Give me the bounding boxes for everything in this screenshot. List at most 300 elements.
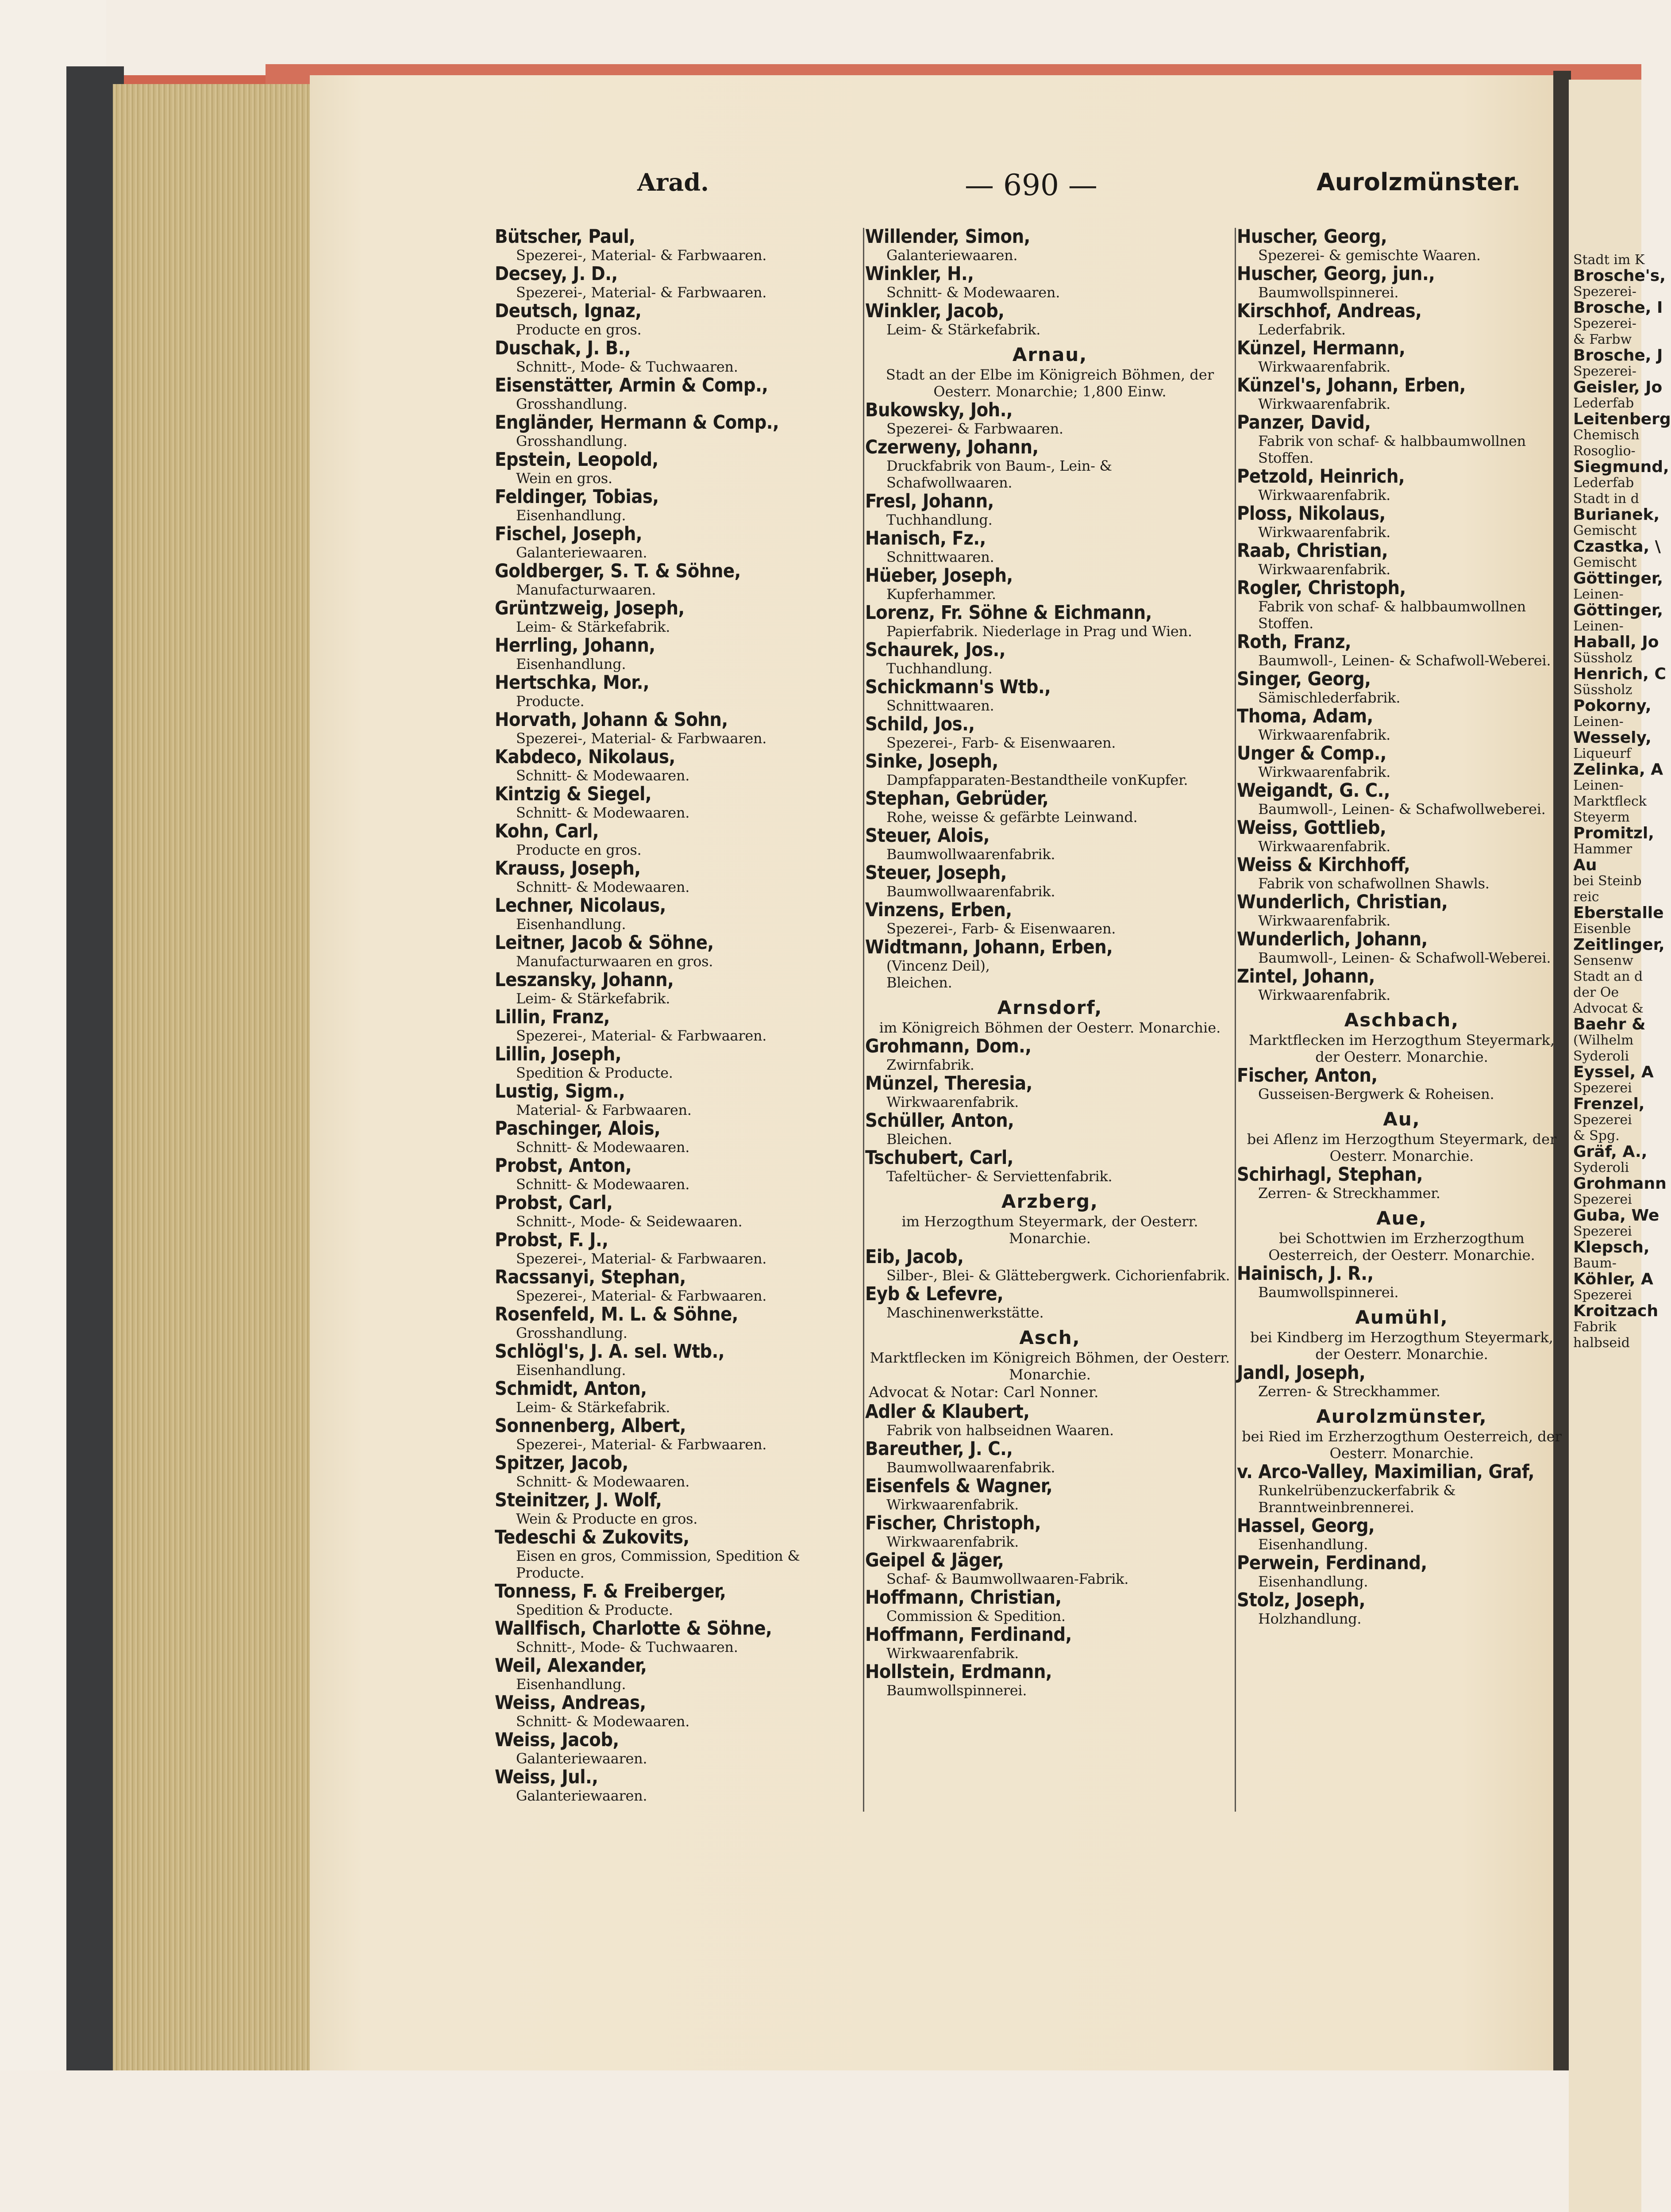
directory-entry	[865, 1284, 1235, 1321]
entry-name: Fischer, Christoph,	[865, 1512, 1041, 1534]
entry-description: Wirkwaarenfabrik.	[1258, 487, 1391, 503]
directory-entry	[495, 1193, 849, 1230]
directory-entry	[865, 1550, 1235, 1587]
directory-entry	[495, 1156, 849, 1193]
place-description: im Herzogthum Steyermark, der Oesterr. Monarchie.	[901, 1213, 1198, 1247]
entry-description: Producte.	[516, 693, 585, 710]
directory-entry	[495, 1007, 849, 1044]
directory-entry	[495, 412, 849, 449]
entry-description: Baumwoll-, Leinen- & Schafwoll-Weberei.	[1258, 652, 1551, 669]
directory-entry	[865, 528, 1235, 565]
directory-entry	[1237, 1263, 1567, 1301]
entry-description: Bleichen.	[886, 1131, 952, 1148]
column-rule	[1235, 228, 1236, 1812]
directory-entry	[495, 1230, 849, 1267]
entry-description: Papierfabrik. Niederlage in Prag und Wien.	[886, 623, 1192, 640]
entry-name: Leszansky, Johann,	[495, 969, 674, 991]
entry-name: Münzel, Theresia,	[865, 1072, 1032, 1094]
entry-description: Tuchhandlung.	[886, 511, 993, 528]
entry-description: Baumwollwaarenfabrik.	[886, 1459, 1055, 1476]
entry-description: Spezerei-, Material- & Farbwaaren.	[516, 247, 767, 264]
entry-description: Druckfabrik von Baum-, Lein- & Schafwollwaaren.	[886, 457, 1112, 491]
next-page-text: Syderoli	[1573, 1048, 1629, 1064]
entry-name: Herrling, Johann,	[495, 634, 655, 657]
entry-description: Wirkwaarenfabrik.	[1258, 561, 1391, 578]
place-heading: Aumühl,	[1355, 1306, 1448, 1328]
entry-name: Kabdeco, Nikolaus,	[495, 746, 675, 768]
entry-description: Schnittwaaren.	[886, 549, 994, 565]
directory-column-3	[1237, 227, 1567, 1627]
next-page-text: Spezerei	[1573, 1192, 1632, 1207]
directory-entry	[865, 1110, 1235, 1148]
directory-entry	[1237, 780, 1567, 818]
entry-description: Spedition & Producte.	[516, 1064, 673, 1081]
page-edges	[113, 84, 325, 2070]
place-heading: Asch,	[1019, 1327, 1081, 1348]
entry-name: Probst, Anton,	[495, 1155, 632, 1177]
directory-entry	[865, 937, 1235, 991]
entry-name: Singer, Georg,	[1237, 668, 1371, 690]
next-page-text: Spezerei	[1573, 1112, 1632, 1128]
entry-name: Tonness, F. & Freiberger,	[495, 1580, 726, 1602]
entry-name: Wunderlich, Johann,	[1237, 928, 1428, 950]
directory-column-1	[495, 227, 849, 1804]
directory-entry	[1237, 855, 1567, 892]
next-page-text: Spezerei	[1573, 1080, 1632, 1096]
entry-description: Wirkwaarenfabrik.	[1258, 912, 1391, 929]
next-page-text: (Wilhelm	[1573, 1033, 1634, 1048]
place-heading: Aue,	[1376, 1207, 1427, 1229]
next-page-text: Czastka, \	[1573, 538, 1661, 556]
entry-name: Hoffmann, Ferdinand,	[865, 1624, 1072, 1646]
next-page-text: Spezerei-	[1573, 316, 1636, 331]
entry-description: Zerren- & Streckhammer.	[1258, 1185, 1440, 1202]
next-page-text: Kroitzach	[1573, 1302, 1659, 1320]
entry-description: Baumwollspinnerei.	[1258, 1284, 1399, 1301]
place-description: Stadt an der Elbe im Königreich Böhmen, der Oesterr. Monarchie; 1,800 Einw.	[886, 366, 1214, 400]
directory-entry	[495, 561, 849, 598]
entry-name: Weigandt, G. C.,	[1237, 780, 1390, 802]
place-heading: Arzberg,	[1001, 1190, 1098, 1212]
entry-description: Wirkwaarenfabrik.	[886, 1645, 1019, 1662]
directory-entry	[1237, 412, 1567, 466]
next-page-text: Haball, Jo	[1573, 633, 1659, 651]
entry-name: Sonnenberg, Albert,	[495, 1415, 686, 1437]
next-page-text: Guba, We	[1573, 1206, 1659, 1225]
entry-name: Grüntzweig, Joseph,	[495, 597, 685, 619]
directory-entry	[495, 1416, 849, 1453]
directory-entry	[1237, 466, 1567, 503]
next-page-text: Spezerei-	[1573, 284, 1636, 300]
entry-name: Jandl, Joseph,	[1237, 1362, 1366, 1384]
directory-entry	[865, 227, 1235, 264]
directory-note: Advocat & Notar: Carl Nonner.	[869, 1383, 1099, 1401]
entry-description: Spezerei-, Material- & Farbwaaren.	[516, 1436, 767, 1453]
entry-name: Huscher, Georg,	[1237, 226, 1387, 248]
next-page-text: Eisenble	[1573, 921, 1631, 937]
entry-name: Winkler, H.,	[865, 263, 974, 285]
entry-description: Spezerei- & gemischte Waaren.	[1258, 247, 1481, 264]
entry-description: Producte en gros.	[516, 321, 642, 338]
entry-name: Stolz, Joseph,	[1237, 1589, 1366, 1611]
entry-name: Weiss, Jul.,	[495, 1766, 598, 1788]
entry-name: Wallfisch, Charlotte & Söhne,	[495, 1617, 772, 1640]
directory-entry	[1237, 338, 1567, 375]
entry-description: Eisenhandlung.	[1258, 1536, 1368, 1553]
entry-description: Galanteriewaaren.	[886, 247, 1018, 264]
entry-name: Stephan, Gebrüder,	[865, 787, 1049, 810]
entry-description: Wirkwaarenfabrik.	[1258, 764, 1391, 780]
next-page-fragment	[1569, 80, 1671, 2212]
next-page-text: Burianek,	[1573, 506, 1660, 524]
entry-name: Hassel, Georg,	[1237, 1515, 1375, 1537]
directory-entry	[1237, 264, 1567, 301]
directory-entry	[495, 747, 849, 784]
next-page-text: Marktfleck	[1573, 794, 1647, 809]
place-description: Marktflecken im Herzogthum Steyermark, der Oesterr. Monarchie.	[1248, 1032, 1555, 1065]
entry-description: Commission & Spedition.	[886, 1608, 1066, 1624]
entry-name: Decsey, J. D.,	[495, 263, 618, 285]
next-page-text: Leinen-	[1573, 778, 1624, 793]
directory-entry	[495, 1655, 849, 1693]
directory-entry	[1237, 1065, 1567, 1102]
next-page-text: Leinen-	[1573, 714, 1624, 730]
directory-entry	[495, 1767, 849, 1804]
entry-name: Probst, F. J.,	[495, 1229, 608, 1251]
entry-description: Schnitt-, Mode- & Seidewaaren.	[516, 1213, 743, 1230]
entry-description: Wirkwaarenfabrik.	[886, 1496, 1019, 1513]
entry-name: Leitner, Jacob & Söhne,	[495, 932, 714, 954]
entry-name: Kirschhof, Andreas,	[1237, 300, 1422, 322]
next-page-text: Eberstalle	[1573, 904, 1664, 922]
next-page-text: Leinen-	[1573, 618, 1624, 634]
directory-entry	[495, 1527, 849, 1581]
entry-description: Spezerei- & Farbwaaren.	[886, 420, 1063, 437]
entry-description: Fabrik von schaf- & halbbaumwollnen Stoffen.	[1258, 433, 1526, 466]
entry-description: Spezerei-, Material- & Farbwaaren.	[516, 730, 767, 747]
next-page-text: Klepsch,	[1573, 1238, 1650, 1256]
next-page-text: Grohmann	[1573, 1175, 1667, 1193]
directory-entry	[865, 1148, 1235, 1185]
entry-name: Adler & Klaubert,	[865, 1401, 1030, 1423]
directory-entry	[865, 264, 1235, 301]
running-head-left: Arad.	[637, 168, 709, 196]
entry-name: Eib, Jacob,	[865, 1246, 964, 1268]
entry-description: Tuchhandlung.	[886, 660, 993, 677]
directory-entry	[865, 1476, 1235, 1513]
entry-name: Paschinger, Alois,	[495, 1118, 661, 1140]
next-page-text: Lederfab	[1573, 396, 1634, 411]
directory-entry	[495, 375, 849, 412]
entry-description: Spedition & Producte.	[516, 1601, 673, 1618]
entry-description: Spezerei-, Material- & Farbwaaren.	[516, 1250, 767, 1267]
directory-entry	[495, 1618, 849, 1655]
entry-description: Spezerei-, Material- & Farbwaaren.	[516, 284, 767, 301]
entry-description: Wirkwaarenfabrik.	[1258, 987, 1391, 1003]
entry-name: Thoma, Adam,	[1237, 705, 1373, 727]
entry-name: Krauss, Joseph,	[495, 857, 641, 879]
entry-name: Probst, Carl,	[495, 1192, 613, 1214]
entry-description: Eisenhandlung.	[516, 656, 626, 672]
entry-name: Spitzer, Jacob,	[495, 1452, 628, 1474]
directory-entry	[1237, 541, 1567, 578]
entry-name: Bütscher, Paul,	[495, 226, 635, 248]
entry-description: Sämischlederfabrik.	[1258, 689, 1401, 706]
entry-description: Leim- & Stärkefabrik.	[886, 321, 1041, 338]
column-rule	[863, 228, 864, 1812]
directory-entry	[1237, 227, 1567, 264]
next-page-text: Siegmund,	[1573, 458, 1669, 476]
entry-name: Hoffmann, Christian,	[865, 1586, 1062, 1609]
directory-entry	[495, 1453, 849, 1490]
entry-description: Baumwollspinnerei.	[886, 1682, 1027, 1699]
entry-description: Galanteriewaaren.	[516, 1750, 647, 1767]
entry-name: Schirhagl, Stephan,	[1237, 1164, 1423, 1186]
next-page-text: Stadt an d	[1573, 969, 1643, 984]
entry-name: Panzer, David,	[1237, 411, 1371, 434]
entry-description: Spezerei-, Material- & Farbwaaren.	[516, 1027, 767, 1044]
directory-entry	[1237, 1462, 1567, 1516]
directory-entry	[1237, 1516, 1567, 1553]
entry-name: Bareuther, J. C.,	[865, 1438, 1013, 1460]
entry-description: Schnitt- & Modewaaren.	[516, 879, 690, 895]
entry-description: Zerren- & Streckhammer.	[1258, 1383, 1440, 1400]
entry-description: Grosshandlung.	[516, 1325, 628, 1341]
directory-entry	[495, 1341, 849, 1379]
next-page-text: Brosche, I	[1573, 299, 1663, 317]
entry-description: Schnitt-, Mode- & Tuchwaaren.	[516, 358, 738, 375]
entry-name: Lillin, Franz,	[495, 1006, 610, 1028]
next-page-text: Chemisch	[1573, 427, 1640, 443]
entry-name: Lustig, Sigm.,	[495, 1080, 625, 1102]
next-page-text: & Spg.	[1573, 1128, 1620, 1144]
entry-description: Manufacturwaaren.	[516, 581, 656, 598]
next-page-text: & Farbw	[1573, 332, 1632, 347]
entry-name: Ploss, Nikolaus,	[1237, 503, 1386, 525]
entry-name: Hollstein, Erdmann,	[865, 1661, 1052, 1683]
next-page-text: Rosoglio-	[1573, 443, 1636, 459]
entry-description: Kupferhammer.	[886, 586, 996, 603]
entry-description: Wirkwaarenfabrik.	[1258, 524, 1391, 541]
directory-entry	[1237, 743, 1567, 780]
place-description: bei Kindberg im Herzogthum Steyermark, der Oesterr. Monarchie.	[1250, 1329, 1553, 1363]
directory-entry	[495, 1118, 849, 1156]
directory-entry	[1237, 1363, 1567, 1400]
running-head-right: Aurolzmünster.	[1317, 168, 1521, 196]
next-page-text: Gräf, A.,	[1573, 1143, 1648, 1161]
directory-column-2	[865, 227, 1235, 1699]
next-page-text: Brosche's,	[1573, 267, 1666, 285]
entry-name: Schmidt, Anton,	[495, 1378, 647, 1400]
entry-name: Geipel & Jäger,	[865, 1549, 1004, 1571]
entry-description: Fabrik von schafwollnen Shawls.	[1258, 875, 1490, 892]
entry-description: Holzhandlung.	[1258, 1610, 1362, 1627]
next-page-text: Henrich, C	[1573, 665, 1666, 683]
directory-entry	[495, 264, 849, 301]
next-page-text: Hammer	[1573, 841, 1632, 857]
entry-description: Eisenhandlung.	[516, 507, 626, 524]
next-page-text: Advocat &	[1573, 1001, 1644, 1016]
directory-entry	[495, 449, 849, 487]
entry-name: Grohmann, Dom.,	[865, 1035, 1032, 1057]
place-description: im Königreich Böhmen der Oesterr. Monarchie.	[879, 1019, 1221, 1036]
place-description: bei Ried im Erzherzogthum Oesterreich, der Oesterr. Monarchie.	[1242, 1428, 1562, 1462]
entry-name: Tedeschi & Zukovits,	[495, 1526, 689, 1548]
directory-entry	[1237, 966, 1567, 1003]
next-page-text: reic	[1573, 889, 1599, 905]
entry-name: Huscher, Georg, jun.,	[1237, 263, 1435, 285]
entry-name: Weiss & Kirchhoff,	[1237, 854, 1410, 876]
entry-name: Schüller, Anton,	[865, 1110, 1014, 1132]
directory-entry	[1237, 375, 1567, 412]
entry-description: Schnitt- & Modewaaren.	[516, 1713, 690, 1730]
place-heading: Au,	[1383, 1108, 1421, 1130]
entry-description: Wirkwaarenfabrik.	[1258, 838, 1391, 855]
entry-description: Schnitt- & Modewaaren.	[516, 1139, 690, 1156]
next-page-text: Syderoli	[1573, 1160, 1629, 1175]
entry-description: Leim- & Stärkefabrik.	[516, 1399, 670, 1416]
next-page-text: Liqueurf	[1573, 746, 1631, 761]
entry-name: Czerweny, Johann,	[865, 436, 1039, 458]
entry-description: Wirkwaarenfabrik.	[1258, 358, 1391, 375]
entry-description: Lederfabrik.	[1258, 321, 1346, 338]
directory-entry	[865, 565, 1235, 603]
entry-name: Lorenz, Fr. Söhne & Eichmann,	[865, 602, 1152, 624]
entry-name: Rogler, Christoph,	[1237, 577, 1406, 599]
entry-name: Weiss, Gottlieb,	[1237, 817, 1386, 839]
entry-name: Vinzens, Erben,	[865, 899, 1012, 921]
directory-entry	[865, 1662, 1235, 1699]
next-page-text: Fabrik	[1573, 1319, 1617, 1335]
entry-name: Deutsch, Ignaz,	[495, 300, 642, 322]
entry-description: Zwirnfabrik.	[886, 1056, 974, 1073]
directory-entry	[495, 710, 849, 747]
entry-name: Hainisch, J. R.,	[1237, 1263, 1374, 1285]
directory-entry	[865, 1036, 1235, 1073]
entry-description: Eisen en gros, Commission, Spedition & Producte.	[516, 1548, 800, 1581]
directory-entry	[865, 751, 1235, 788]
directory-entry	[495, 970, 849, 1007]
entry-description: Eisenhandlung.	[516, 916, 626, 933]
entry-name: Willender, Simon,	[865, 226, 1030, 248]
entry-name: Steuer, Alois,	[865, 825, 990, 847]
entry-description: Maschinenwerkstätte.	[886, 1304, 1044, 1321]
place-description: Marktflecken im Königreich Böhmen, der Oesterr. Monarchie.	[870, 1349, 1230, 1383]
directory-entry	[865, 1247, 1235, 1284]
directory-entry	[495, 227, 849, 264]
entry-name: Roth, Franz,	[1237, 631, 1351, 653]
entry-description: Wirkwaarenfabrik.	[1258, 726, 1391, 743]
directory-entry	[495, 821, 849, 858]
directory-entry	[1237, 632, 1567, 669]
directory-entry	[1237, 503, 1567, 541]
next-page-text: Frenzel,	[1573, 1095, 1645, 1113]
entry-description: (Vincenz Deil), Bleichen.	[886, 957, 990, 991]
next-page-text: Lederfab	[1573, 475, 1634, 491]
directory-entry	[1237, 706, 1567, 743]
directory-entry	[865, 603, 1235, 640]
entry-name: Steinitzer, J. Wolf,	[495, 1489, 662, 1511]
entry-description: Galanteriewaaren.	[516, 544, 647, 561]
entry-name: Künzel, Hermann,	[1237, 337, 1405, 359]
entry-name: Duschak, J. B.,	[495, 337, 631, 359]
place-heading: Arnsdorf,	[997, 997, 1103, 1018]
directory-entry	[495, 635, 849, 672]
entry-name: Eyb & Lefevre,	[865, 1283, 1004, 1305]
next-page-text: Steyerm	[1573, 810, 1630, 825]
directory-entry	[495, 672, 849, 710]
directory-entry	[495, 301, 849, 338]
entry-name: Eisenfels & Wagner,	[865, 1475, 1053, 1497]
directory-entry	[495, 1490, 849, 1527]
next-page-text: Gemischt	[1573, 523, 1637, 538]
directory-entry	[495, 598, 849, 635]
entry-name: Schaurek, Jos.,	[865, 639, 1006, 661]
directory-entry	[1237, 578, 1567, 632]
directory-entry	[865, 788, 1235, 826]
entry-description: Rohe, weisse & gefärbte Leinwand.	[886, 809, 1138, 826]
directory-entry	[865, 1587, 1235, 1624]
directory-entry	[495, 1267, 849, 1304]
entry-name: Schild, Jos.,	[865, 713, 975, 735]
entry-name: Petzold, Heinrich,	[1237, 465, 1405, 488]
entry-name: Unger & Comp.,	[1237, 742, 1387, 764]
entry-description: Silber-, Blei- & Glättebergwerk. Cichorienfabrik.	[886, 1267, 1230, 1284]
directory-entry	[495, 1081, 849, 1118]
directory-entry	[865, 437, 1235, 491]
next-page-text: bei Steinb	[1573, 873, 1642, 889]
next-page-text: Spezerei	[1573, 1224, 1632, 1239]
next-page-text: Stadt in d	[1573, 491, 1639, 507]
entry-name: Zintel, Johann,	[1237, 965, 1375, 987]
entry-name: Winkler, Jacob,	[865, 300, 1005, 322]
directory-entry	[865, 640, 1235, 677]
entry-description: Spezerei-, Farb- & Eisenwaaren.	[886, 920, 1116, 937]
next-page-text: Zelinka, A	[1573, 760, 1663, 779]
entry-name: Sinke, Joseph,	[865, 750, 998, 772]
directory-entry	[495, 1730, 849, 1767]
place-heading: Aschbach,	[1344, 1009, 1459, 1031]
directory-entry	[1237, 929, 1567, 966]
directory-entry	[1237, 669, 1567, 706]
directory-entry	[865, 677, 1235, 714]
entry-name: Lillin, Joseph,	[495, 1043, 622, 1065]
entry-description: Schnitt-, Mode- & Tuchwaaren.	[516, 1639, 738, 1655]
entry-description: Leim- & Stärkefabrik.	[516, 990, 670, 1007]
next-page-text: Spezerei-	[1573, 364, 1636, 379]
next-page-text: Promitzl,	[1573, 824, 1654, 842]
directory-entry	[865, 900, 1235, 937]
entry-description: Schnitt- & Modewaaren.	[516, 804, 690, 821]
next-page-text: Wessely,	[1573, 729, 1652, 747]
entry-description: Baumwollwaarenfabrik.	[886, 846, 1055, 863]
next-page-text: Göttinger,	[1573, 569, 1663, 588]
next-page-text: Pokorny,	[1573, 697, 1652, 715]
entry-name: Engländer, Hermann & Comp.,	[495, 411, 779, 434]
next-page-text: Brosche, J	[1573, 346, 1663, 365]
directory-entry	[1237, 1590, 1567, 1627]
next-page-text: Eyssel, A	[1573, 1063, 1654, 1081]
next-page-text: Süssholz	[1573, 650, 1632, 666]
entry-name: Hüeber, Joseph,	[865, 565, 1013, 587]
directory-entry	[1237, 301, 1567, 338]
next-page-text: Leinen-	[1573, 587, 1624, 602]
directory-entry	[1237, 1164, 1567, 1202]
next-page-text: Gemischt	[1573, 555, 1637, 570]
entry-description: Eisenhandlung.	[1258, 1573, 1368, 1590]
entry-name: Feldinger, Tobias,	[495, 486, 659, 508]
entry-name: Weiss, Jacob,	[495, 1729, 619, 1751]
